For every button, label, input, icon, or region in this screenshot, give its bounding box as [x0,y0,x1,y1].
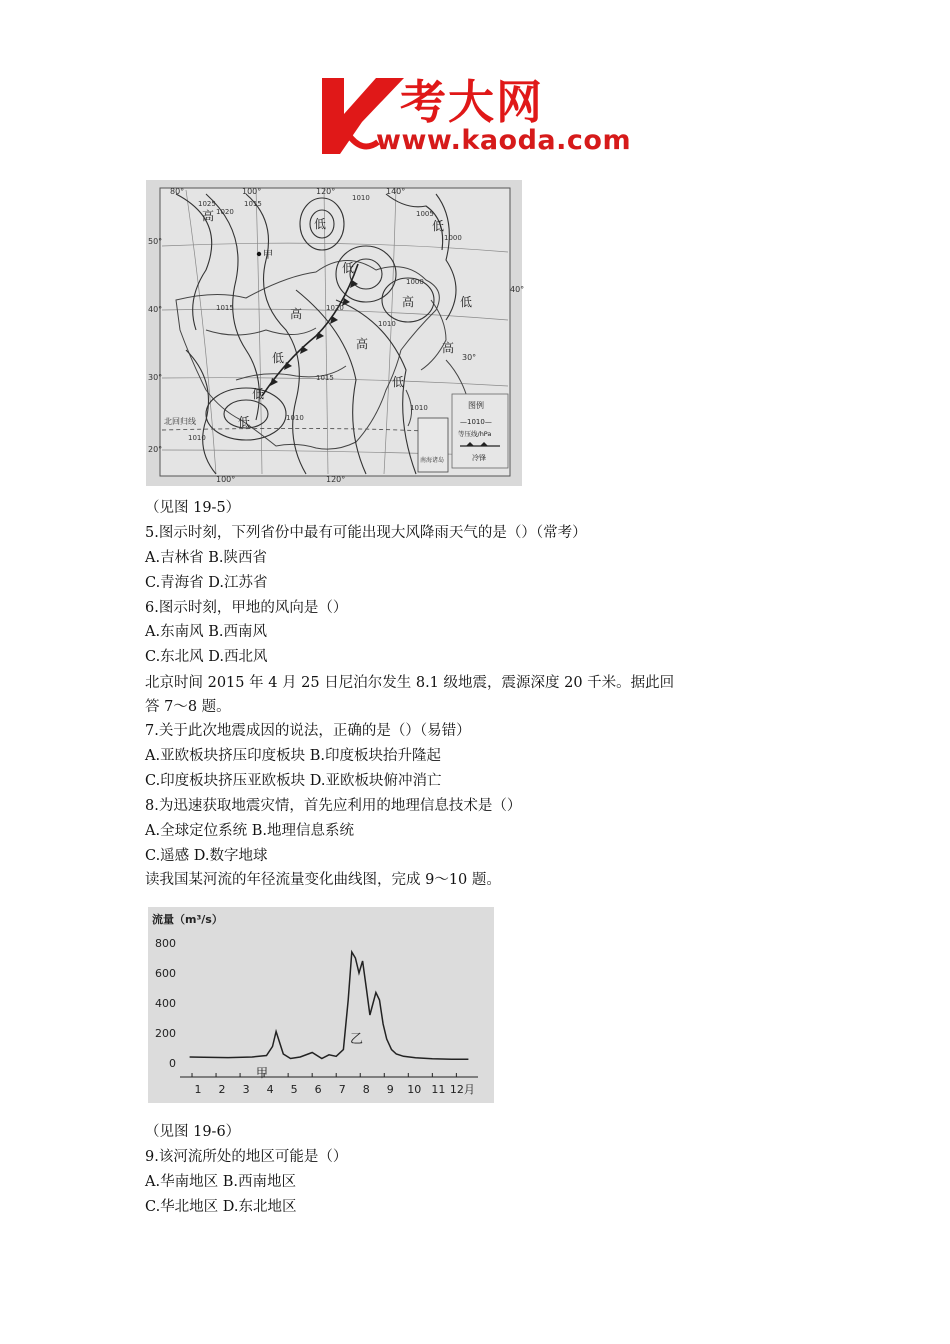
legend-title: 图例 [468,401,484,410]
isobar-value: 1010 [286,414,304,422]
y-tick-label: 0 [169,1057,176,1070]
longitude-label: 100° [216,475,236,484]
x-tick-label: 12月 [449,1083,475,1096]
question-8-options-ab: A.全球定位系统 B.地理信息系统 [145,823,354,839]
y-tick-label: 800 [155,937,176,950]
annotation-yi: 乙 [350,1032,364,1047]
pressure-label: 低 [252,387,265,401]
map-legend [452,394,508,468]
tropic-label: 北回归线 [164,417,196,426]
isobar-value: 1020 [326,304,344,312]
question-7-options-cd: C.印度板块挤压亚欧板块 D.亚欧板块俯冲消亡 [145,773,442,789]
isobar-value: 1010 [378,320,396,328]
question-5-options-ab: A.吉林省 B.陕西省 [145,550,267,566]
isobar-value: 1015 [316,374,334,382]
annotation-jia: 甲 [256,1066,269,1080]
site-logo[interactable] [318,76,638,160]
x-tick-label: 3 [242,1083,250,1096]
place-marker [257,252,261,256]
question-9: 9.该河流所处的地区可能是（） [145,1149,348,1165]
logo-url-text: www.kaoda.com [376,125,632,156]
latitude-label: 30° [148,373,163,382]
pressure-label: 低 [460,295,473,309]
legend-isobar-sample: —1010— [460,418,492,426]
map-caption: （见图 19-5） [145,500,241,516]
chart-caption: （见图 19-6） [145,1124,241,1140]
latitude-label: 30° [462,353,477,362]
isobar-value: 1010 [352,194,370,202]
x-tick-label: 9 [386,1083,394,1096]
pressure-label: 低 [238,415,251,429]
pressure-label: 低 [272,351,285,365]
y-tick-label: 600 [155,967,176,980]
pressure-label: 高 [402,295,415,309]
intro-earthquake-line2: 答 7～8 题。 [145,699,231,715]
question-9-options-ab: A.华南地区 B.西南地区 [145,1174,296,1190]
latitude-label: 50° [148,237,163,246]
x-tick-label: 1 [194,1083,202,1096]
question-6: 6.图示时刻，甲地的风向是（） [145,600,348,616]
pressure-label: 低 [342,261,355,275]
question-8: 8.为迅速获取地震灾情，首先应利用的地理信息技术是（） [145,798,522,814]
question-7-options-ab: A.亚欧板块挤压印度板块 B.印度板块抬升隆起 [145,748,441,764]
legend-isobar-caption: 等压线/hPa [458,430,492,438]
y-tick-label: 400 [155,997,176,1010]
x-tick-label: 2 [218,1083,226,1096]
weather-map-figure [146,180,525,486]
x-tick-label: 5 [290,1083,298,1096]
question-8-options-cd: C.遥感 D.数字地球 [145,848,268,864]
isobar-value: 1015 [216,304,234,312]
y-tick-label: 200 [155,1027,176,1040]
longitude-label: 120° [326,475,346,484]
place-label: 甲 [263,250,273,261]
isobar-value: 1015 [244,200,262,208]
x-tick-label: 6 [314,1083,322,1096]
pressure-label: 低 [314,217,327,231]
isobar-value: 1010 [410,404,428,412]
latitude-label: 20° [148,445,163,454]
x-tick-label: 8 [362,1083,370,1096]
logo-brand-text: 考大网 [400,75,544,129]
pressure-label: 高 [442,341,455,355]
isobar-value: 1025 [198,200,216,208]
isobar-value: 1010 [188,434,206,442]
longitude-label: 80° [170,187,185,196]
latitude-label: 40° [510,285,525,294]
question-6-options-ab: A.东南风 B.西南风 [145,624,267,640]
pressure-label: 高 [290,307,303,321]
intro-earthquake-line1: 北京时间 2015 年 4 月 25 日尼泊尔发生 8.1 级地震，震源深度 20 千米。据此回 [145,675,675,691]
isobar-value: 1005 [416,210,434,218]
pressure-label: 高 [202,209,215,223]
isobar-value: 1000 [406,278,424,286]
question-7: 7.关于此次地震成因的说法，正确的是（）（易错） [145,723,471,739]
x-tick-label: 4 [266,1083,274,1096]
question-9-options-cd: C.华北地区 D.东北地区 [145,1199,297,1215]
question-6-options-cd: C.东北风 D.西北风 [145,649,268,665]
longitude-label: 120° [316,187,336,196]
chart-background [148,907,494,1103]
intro-river: 读我国某河流的年径流量变化曲线图，完成 9～10 题。 [145,872,501,888]
longitude-label: 100° [242,187,262,196]
inset-label: 南海诸岛 [420,457,445,464]
question-5-options-cd: C.青海省 D.江苏省 [145,575,268,591]
pressure-label: 高 [356,337,369,351]
longitude-label: 140° [386,187,406,196]
isobar-value: 1020 [216,208,234,216]
river-discharge-chart [148,907,494,1103]
pressure-label: 低 [392,375,405,389]
latitude-label: 40° [148,305,163,314]
question-5: 5.图示时刻，下列省份中最有可能出现大风降雨天气的是（）（常考） [145,525,587,541]
legend-front-caption: 冷锋 [472,454,486,462]
x-tick-label: 11 [431,1083,446,1096]
x-tick-label: 7 [338,1083,346,1096]
x-tick-label: 10 [407,1083,422,1096]
isobar-value: 1000 [444,234,462,242]
pressure-label: 低 [432,219,445,233]
chart-title: 流量（m³/s） [152,913,223,926]
